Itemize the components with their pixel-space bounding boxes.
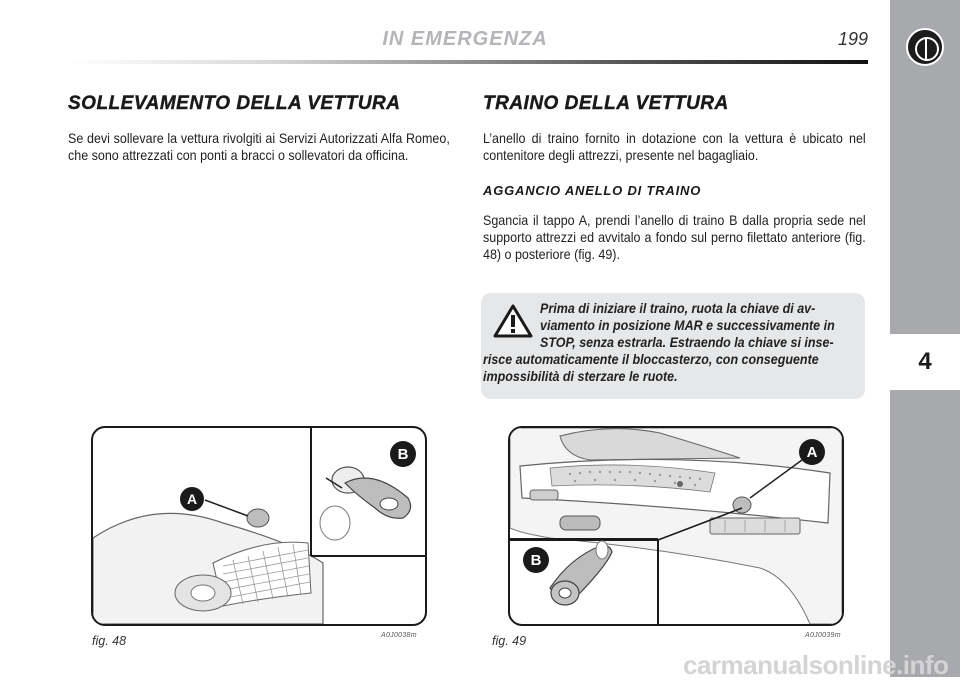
figure-49-code: A0J0039m xyxy=(805,632,841,639)
warning-line: Prima di iniziare il traino, ruota la chiave di av- xyxy=(540,301,816,316)
callout-a-marker xyxy=(798,438,826,466)
figure-49-rear-bumper xyxy=(508,426,844,626)
figure-48-code: A0J0038m xyxy=(381,632,417,639)
callout-b-text: B xyxy=(530,552,542,569)
callout-a-text: A xyxy=(186,491,198,507)
section-header-title: IN EMERGENZA xyxy=(382,28,548,50)
callout-a-marker xyxy=(179,486,205,512)
lifting-heading: SOLLEVAMENTO DELLA VETTURA xyxy=(68,93,401,114)
callout-b-text: B xyxy=(397,446,409,463)
callout-b-marker xyxy=(522,546,550,574)
towing-ring-subheading: AGGANCIO ANELLO DI TRAINO xyxy=(483,183,702,198)
header-rule xyxy=(68,60,868,64)
towing-ring-paragraph: Sgancia il tappo A, prendi l’anello di traino B dalla propria sede nel supporto attrezzi ed avvitalo a fondo sul perno filettato anteriore (fig. 48) o posteriore (fig. 49). xyxy=(483,213,866,262)
figure-49-label: fig. 49 xyxy=(492,634,527,648)
warning-line: STOP, senza estrarla. Estraendo la chiave si inse- xyxy=(540,335,834,350)
front-bumper-illustration xyxy=(93,428,425,624)
warning-line: viamento in posizione MAR e successivamente in xyxy=(540,318,835,333)
warning-text xyxy=(483,300,851,385)
towing-intro-paragraph: L’anello di traino fornito in dotazione con la vettura è ubicato nel contenitore degli attrezzi, presente nel bagagliaio. xyxy=(483,131,866,163)
tab-divider-bottom xyxy=(890,388,960,390)
towing-heading: TRAINO DELLA VETTURA xyxy=(483,93,729,114)
warning-line: impossibilità di sterzare le ruote. xyxy=(483,369,678,384)
figure-48-label: fig. 48 xyxy=(92,634,127,648)
callout-a-text: A xyxy=(806,444,818,461)
figure-48-front-bumper xyxy=(91,426,427,626)
alfa-romeo-logo-icon xyxy=(906,28,944,66)
chapter-tab[interactable]: 4 xyxy=(890,336,960,388)
rear-bumper-illustration xyxy=(510,428,842,624)
watermark-text: carmanualsonline.info xyxy=(683,650,949,680)
warning-line: risce automaticamente il bloccasterzo, con conseguente xyxy=(483,352,819,367)
page-number: 199 xyxy=(837,29,868,49)
callout-b-marker xyxy=(389,440,417,468)
lifting-paragraph: Se devi sollevare la vettura rivolgiti ai Servizi Autorizzati Alfa Romeo, che sono attrezzati con ponti a bracci o sollevatori da officina. xyxy=(68,131,450,163)
